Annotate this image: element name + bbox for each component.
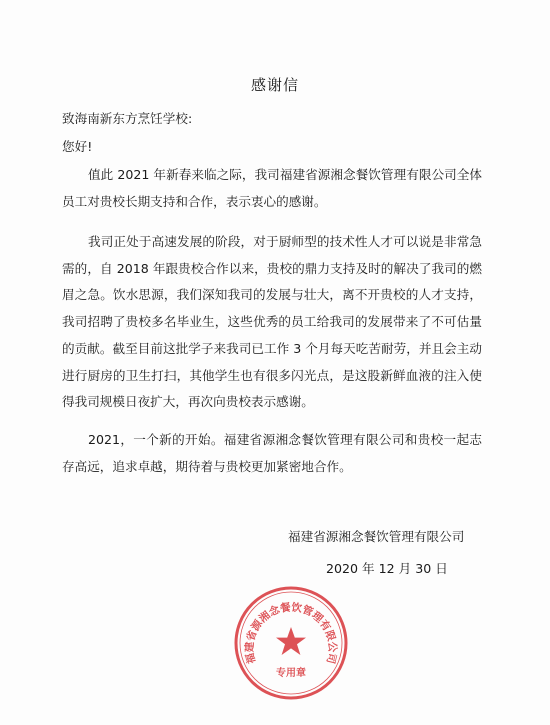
- greeting: 您好!: [62, 139, 93, 154]
- signature-company: 福建省源湘念餐饮管理有限公司: [288, 529, 465, 544]
- seal-bottom-text: 专用章: [276, 668, 306, 679]
- seal-graphics: [236, 588, 346, 698]
- paragraph-3: 2021，一个新的开始。福建省源湘念餐饮管理有限公司和贵校一起志存高远，追求卓越，期待着与贵校更加紧密地合作。: [62, 432, 482, 474]
- seal-ring-textpath: 福建省源湘念餐饮管理有限公司: [243, 601, 339, 665]
- paragraph-2: 我司正处于高速发展的阶段，对于厨师型的技术性人才可以说是非常急需的，自 2018 年跟贵校合作以来，贵校的鼎力支持及时的解决了我司的燃眉之急。饮水思源，我们深知我司的发展与壮大，离不开贵校的人才支持，我司招聘了贵校多名毕业生，这些优秀的员工给我司的发展带来了不可估量的贡献。截至目前这批学子来我司已工作 3 个月每天吃苦耐劳，并且会主动进行厨房的卫生打扫，其他学生也有很多闪光点，是这股新鲜血液的注入使得我司规模日夜扩大，再次向贵校表示感谢。: [62, 234, 482, 410]
- signature-date: 2020 年 12 月 30 日: [326, 561, 448, 576]
- paragraph-1: 值此 2021 年新春来临之际，我司福建省源湘念餐饮管理有限公司全体员工对贵校长期支持和合作，表示衷心的感谢。: [62, 167, 482, 209]
- letter-title: 感谢信: [250, 76, 299, 94]
- company-seal: [231, 583, 351, 703]
- seal-star-icon: [276, 627, 306, 655]
- salutation: 致海南新东方烹饪学校:: [62, 111, 193, 126]
